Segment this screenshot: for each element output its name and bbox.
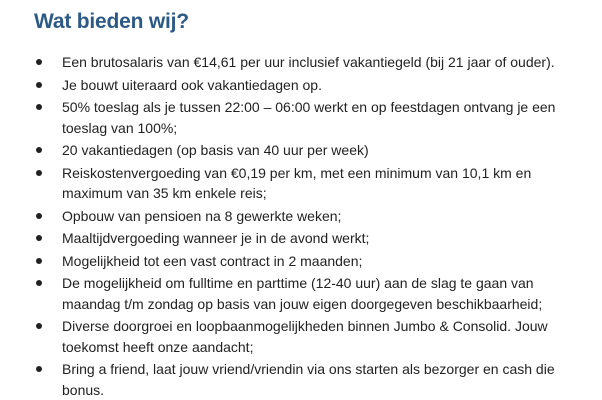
list-item-text: Reiskostenvergoeding van €0,19 per km, met een minimum van 10,1 km en maximum van 35 km enkele reis; — [62, 164, 532, 201]
list-item-text: Je bouwt uiteraard ook vakantiedagen op. — [62, 76, 322, 93]
list-item — [34, 75, 592, 96]
list-item-text: 50% toeslag als je tussen 22:00 – 06:00 werkt en op feestdagen ontvang je een toeslag van 100%; — [62, 99, 556, 136]
benefits-list — [34, 52, 592, 400]
list-item-text: De mogelijkheid om fulltime en parttime (12-40 uur) aan de slag te gaan van maandag t/m zondag op basis van jouw eigen doorgegeven beschikbaarheid; — [62, 275, 543, 312]
list-item-text: Bring a friend, laat jouw vriend/vriendin via ons starten als bezorger en cash die bonus. — [62, 361, 555, 398]
list-item — [34, 97, 592, 138]
list-item-text: Opbouw van pensioen na 8 gewerkte weken; — [62, 207, 342, 224]
list-item — [34, 206, 592, 227]
list-item — [34, 140, 592, 161]
section-heading: Wat bieden wij? — [34, 10, 189, 33]
list-item-text: Maaltijdvergoeding wanneer je in de avond werkt; — [62, 230, 370, 246]
bullet-icon — [36, 104, 42, 110]
bullet-icon — [36, 170, 42, 176]
list-item-text: Mogelijkheid tot een vast contract in 2 maanden; — [62, 252, 363, 269]
list-item-text: 20 vakantiedagen (op basis van 40 uur per week) — [62, 142, 369, 158]
list-item — [34, 228, 592, 249]
bullet-icon — [36, 213, 42, 219]
bullet-icon — [36, 323, 42, 329]
list-item — [34, 273, 592, 314]
bullet-icon — [36, 147, 42, 153]
list-item — [34, 316, 592, 357]
list-item — [34, 251, 592, 272]
list-item — [34, 359, 592, 400]
list-item-text: Diverse doorgroei en loopbaanmogelijkheden binnen Jumbo & Consolid. Jouw toekomst heeft onze aandacht; — [62, 318, 548, 355]
list-item-text: Een brutosalaris van €14,61 per uur inclusief vakantiegeld (bij 21 jaar of ouder). — [62, 54, 555, 70]
list-item — [34, 163, 592, 204]
bullet-icon — [36, 82, 42, 88]
list-item — [34, 52, 592, 73]
bullet-icon — [36, 258, 42, 264]
bullet-icon — [36, 235, 42, 241]
bullet-icon — [36, 59, 42, 65]
bullet-icon — [36, 366, 42, 372]
bullet-icon — [36, 280, 42, 286]
